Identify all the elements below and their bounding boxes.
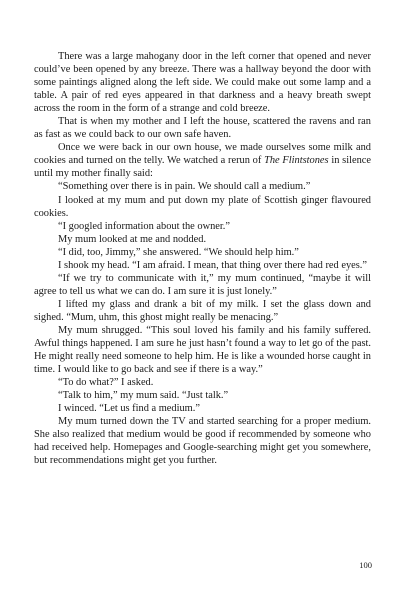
paragraph: I looked at my mum and put down my plate of Scottish ginger flavoured cookies. <box>34 194 371 219</box>
paragraph <box>34 141 371 180</box>
page-number: 100 <box>359 560 372 570</box>
paragraph: “If we try to communicate with it,” my mum continued, “maybe it will agree to tell us what we can do. I am sure it is just lonely.” <box>34 272 371 297</box>
paragraph: “Talk to him,” my mum said. “Just talk.” <box>58 390 229 402</box>
paragraph: My mum turned down the TV and started searching for a proper medium. She also realized that medium would be good if recommended by someone who had received help. Homepages and Google-searching might get you somewhere, but recommendations might get you further. <box>34 416 371 467</box>
paragraph: That is when my mother and I left the house, scattered the ravens and ran as fast as we could back to our own safe haven. <box>34 116 371 141</box>
paragraph: There was a large mahogany door in the left corner that opened and never could’ve been opened by any breeze. There was a hallway beyond the door with some paintings aligned along the left side. We could make out some lamp and a table. A pair of red eyes appeared in that darkness and a heavy breath swept across the room in the form of a strange and cold breeze. <box>34 51 371 115</box>
paragraph: I winced. “Let us find a medium.” <box>58 403 200 415</box>
paragraph: “Something over there is in pain. We should call a medium.” <box>58 181 311 193</box>
paragraph: “To do what?” I asked. <box>58 377 154 389</box>
paragraph: I shook my head. “I am afraid. I mean, that thing over there had red eyes.” <box>58 259 367 271</box>
paragraph: “I googled information about the owner.” <box>58 220 230 232</box>
paragraph: “I did, too, Jimmy,” she answered. “We should help him.” <box>58 246 299 258</box>
paragraph: My mum looked at me and nodded. <box>58 233 207 245</box>
paragraph-text: Once we were back in our own house, we made ourselves some milk and cookies and turned on the telly. We watched a rerun of <box>34 142 371 167</box>
paragraph-text: in silence until my mother finally said: <box>34 155 371 180</box>
paragraph: I lifted my glass and drank a bit of my milk. I set the glass down and sighed. “Mum, uhm, this ghost might really be menacing.” <box>34 298 371 323</box>
body-text <box>34 50 371 468</box>
paragraph: My mum shrugged. “This soul loved his family and his family suffered. Awful things happened. I am sure he just hasn’t found a way to let go of the past. He might really need someone to help him. He is like a wounded horse caught in time. I would like to go back and see if there is a way.” <box>34 324 371 376</box>
show-title: The Flintstones <box>264 155 329 167</box>
